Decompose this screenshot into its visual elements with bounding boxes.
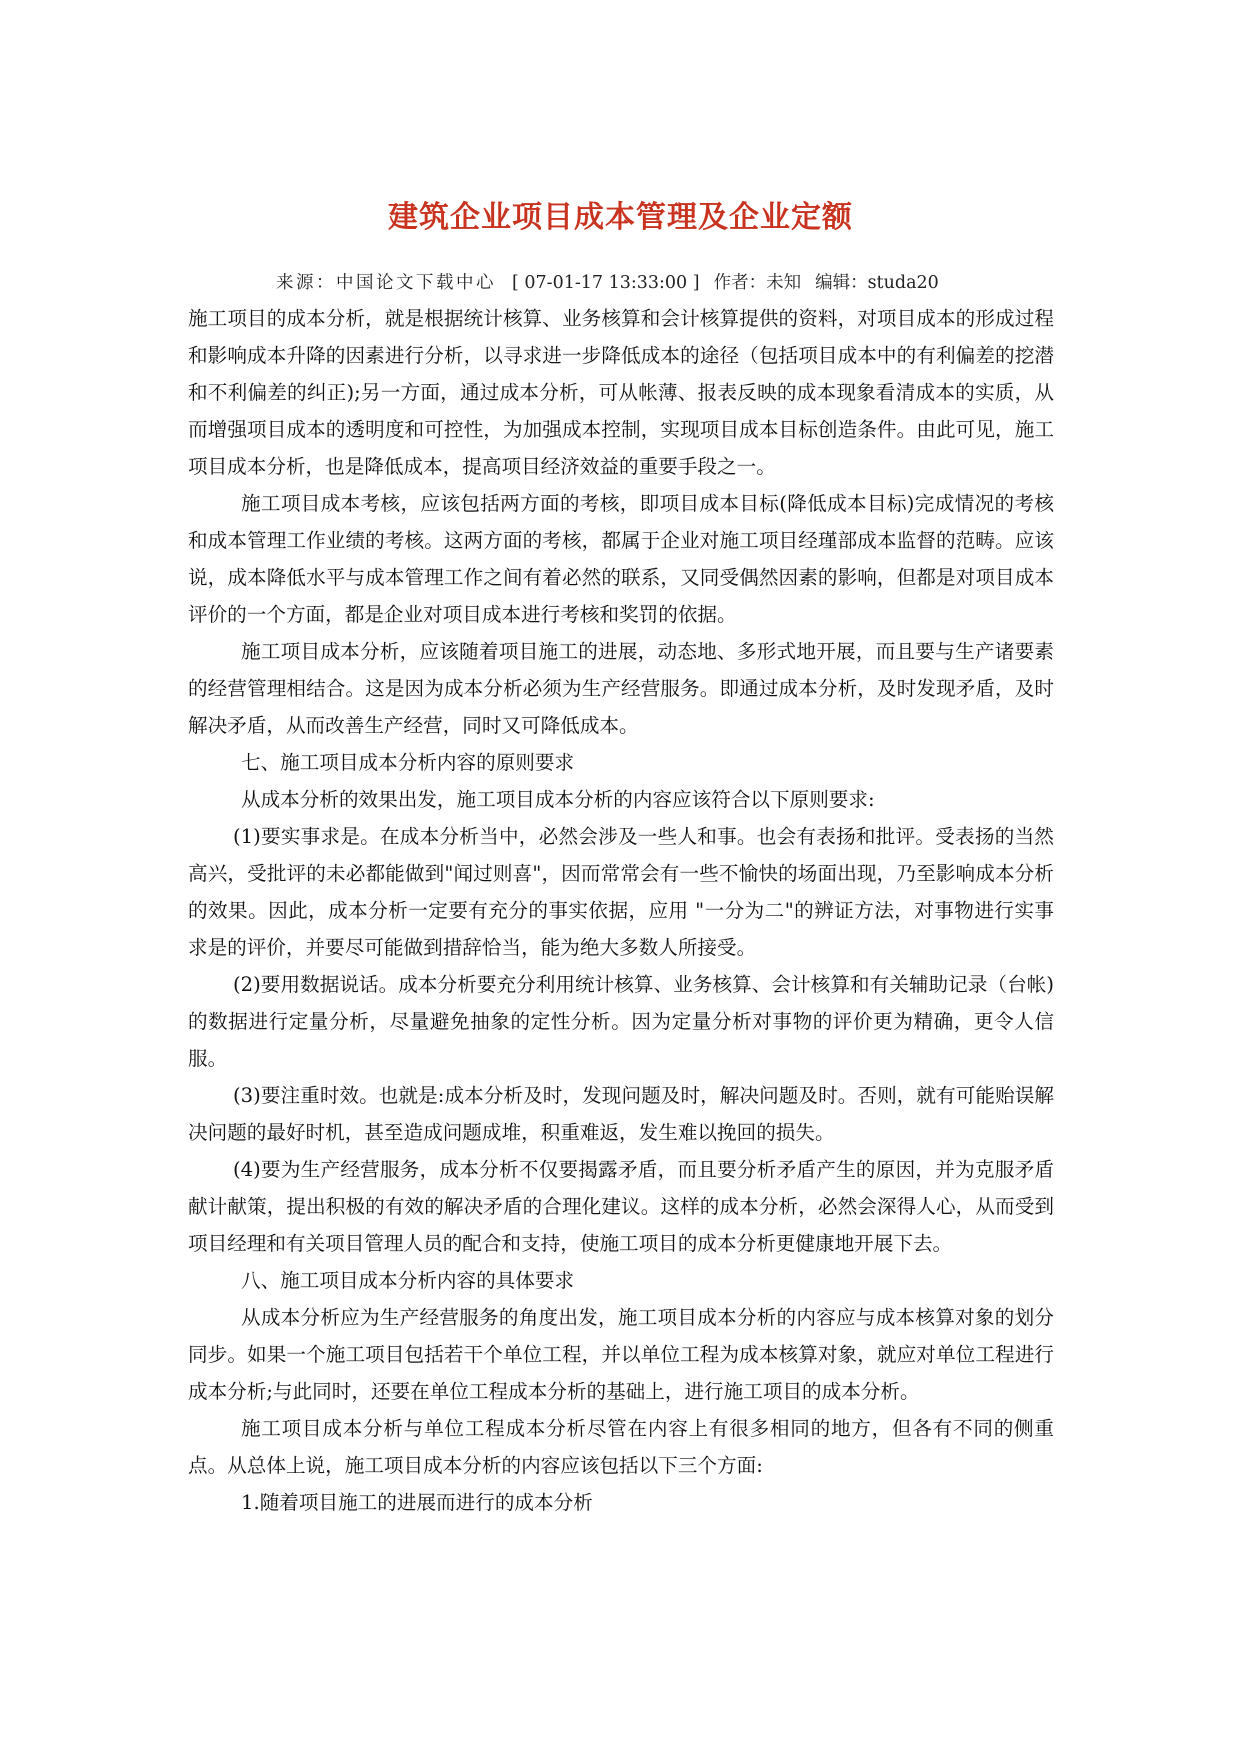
paragraph: 施工项目的成本分析，就是根据统计核算、业务核算和会计核算提供的资料，对项目成本的形成过程和影响成本升降的因素进行分析，以寻求进一步降低成本的途径（包括项目成本中的有利偏差的挖潜和不利偏差的纠正);另一方面，通过成本分析，可从帐薄、报表反映的成本现象看清成本的实质，从而增强项目成本的透明度和可控性，为加强成本控制，实现项目成本目标创造条件。由此可见，施工项目成本分析，也是降低成本，提高项目经济效益的重要手段之一。	[188, 307, 1054, 478]
meta-source: 来源：中国论文下载中心	[276, 273, 496, 293]
section-heading: 七、施工项目成本分析内容的原则要求	[241, 751, 575, 774]
article-meta	[276, 268, 939, 298]
paragraph: 从成本分析的效果出发，施工项目成本分析的内容应该符合以下原则要求:	[241, 788, 875, 811]
meta-editor: 编辑：studa20	[815, 273, 939, 293]
paragraph: (4)要为生产经营服务，成本分析不仅要揭露矛盾，而且要分析矛盾产生的原因，并为克服矛盾献计献策，提出积极的有效的解决矛盾的合理化建议。这样的成本分析，必然会深得人心，从而受到项目经理和有关项目管理人员的配合和支持，使施工项目的成本分析更健康地开展下去。	[188, 1158, 1054, 1255]
article-body	[188, 300, 1054, 1521]
paragraph: (3)要注重时效。也就是:成本分析及时，发现问题及时，解决问题及时。否则，就有可能贻误解决问题的最好时机，甚至造成问题成堆，积重难返，发生难以挽回的损失。	[188, 1084, 1054, 1144]
meta-author: 作者：未知	[713, 273, 802, 293]
paragraph: 施工项目成本分析与单位工程成本分析尽管在内容上有很多相同的地方，但各有不同的侧重点。从总体上说，施工项目成本分析的内容应该包括以下三个方面:	[188, 1417, 1054, 1477]
meta-date: [ 07-01-17 13:33:00 ]	[512, 273, 700, 293]
paragraph: 施工项目成本考核，应该包括两方面的考核，即项目成本目标(降低成本目标)完成情况的考核和成本管理工作业绩的考核。这两方面的考核，都属于企业对施工项目经瑾部成本监督的范畴。应该说，成本降低水平与成本管理工作之间有着必然的联系，又同受偶然因素的影响，但都是对项目成本评价的一个方面，都是企业对项目成本进行考核和奖罚的依据。	[188, 492, 1054, 626]
paragraph: (2)要用数据说话。成本分析要充分利用统计核算、业务核算、会计核算和有关辅助记录（台帐)的数据进行定量分析，尽量避免抽象的定性分析。因为定量分析对事物的评价更为精确，更令人信服。	[188, 973, 1054, 1070]
paragraph: 施工项目成本分析，应该随着项目施工的进展，动态地、多形式地开展，而且要与生产诸要素的经营管理相结合。这是因为成本分析必须为生产经营服务。即通过成本分析，及时发现矛盾，及时解决矛盾，从而改善生产经营，同时又可降低成本。	[188, 640, 1054, 737]
document-title: 建筑企业项目成本管理及企业定额	[388, 200, 853, 235]
section-heading: 八、施工项目成本分析内容的具体要求	[241, 1269, 575, 1292]
paragraph: 从成本分析应为生产经营服务的角度出发，施工项目成本分析的内容应与成本核算对象的划分同步。如果一个施工项目包括若干个单位工程，并以单位工程为成本核算对象，就应对单位工程进行成本分析;与此同时，还要在单位工程成本分析的基础上，进行施工项目的成本分析。	[188, 1306, 1054, 1403]
paragraph: (1)要实事求是。在成本分析当中，必然会涉及一些人和事。也会有表扬和批评。受表扬的当然高兴，受批评的未必都能做到"闻过则喜"，因而常常会有一些不愉快的场面出现，乃至影响成本分析的效果。因此，成本分析一定要有充分的事实依据，应用 "一分为二"的辨证方法，对事物进行实事求是的评价，并要尽可能做到措辞恰当，能为绝大多数人所接受。	[188, 825, 1054, 959]
list-item: 1.随着项目施工的进展而进行的成本分析	[241, 1491, 593, 1514]
